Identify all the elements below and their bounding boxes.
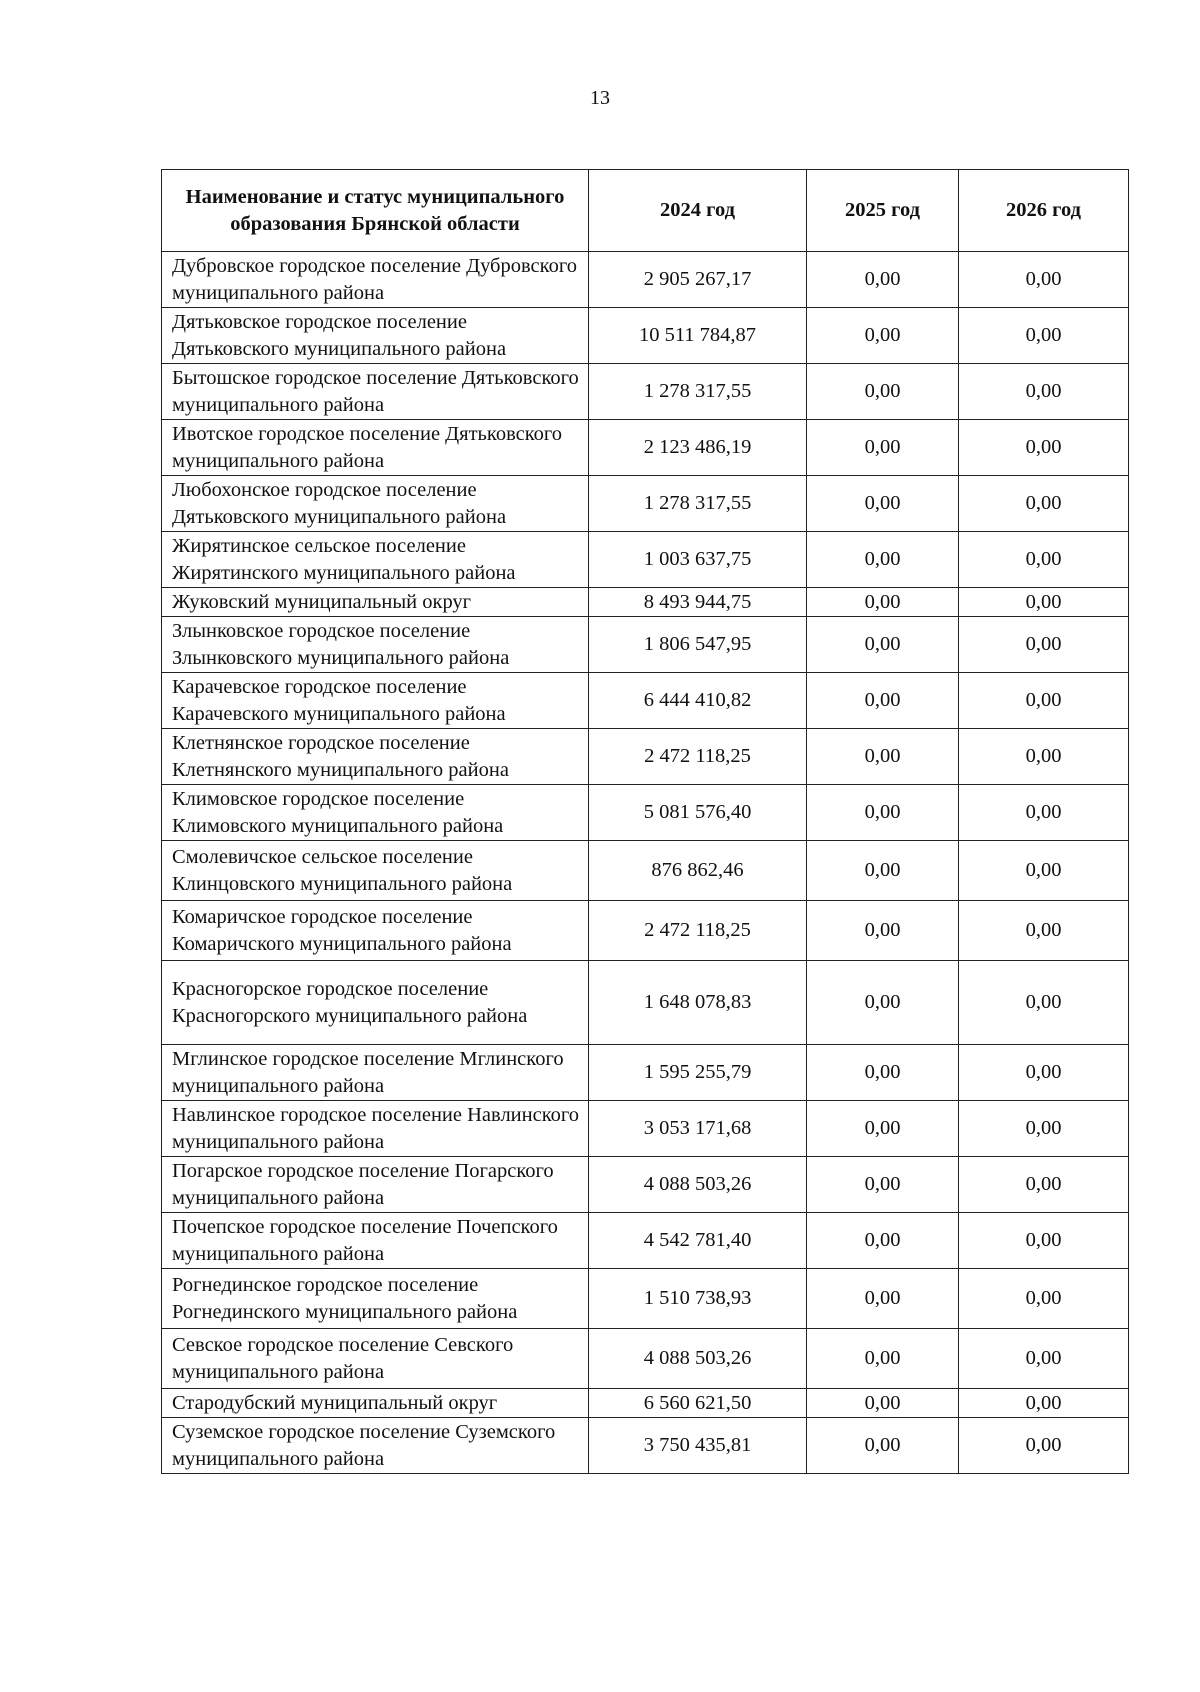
- municipality-name: Красногорское городское поселение Красногорского муниципального района: [162, 961, 589, 1045]
- value-2025: 0,00: [807, 729, 959, 785]
- municipality-name: Комаричское городское поселение Комаричского муниципального района: [162, 901, 589, 961]
- value-2024: 4 088 503,26: [589, 1329, 807, 1389]
- municipality-name: Жирятинское сельское поселение Жирятинского муниципального района: [162, 532, 589, 588]
- value-2024: 6 560 621,50: [589, 1389, 807, 1418]
- value-2026: 0,00: [959, 476, 1129, 532]
- value-2026: 0,00: [959, 532, 1129, 588]
- value-2025: 0,00: [807, 1389, 959, 1418]
- table-row: [162, 252, 1129, 308]
- value-2026: 0,00: [959, 1101, 1129, 1157]
- header-2024: 2024 год: [589, 170, 807, 252]
- transfers-table: [161, 169, 1129, 1474]
- value-2026: 0,00: [959, 588, 1129, 617]
- value-2026: 0,00: [959, 901, 1129, 961]
- municipality-name: Климовское городское поселение Климовского муниципального района: [162, 785, 589, 841]
- value-2026: 0,00: [959, 1157, 1129, 1213]
- municipality-name: Мглинское городское поселение Мглинского муниципального района: [162, 1045, 589, 1101]
- value-2024: 2 123 486,19: [589, 420, 807, 476]
- value-2025: 0,00: [807, 841, 959, 901]
- table-row: [162, 617, 1129, 673]
- value-2026: 0,00: [959, 1045, 1129, 1101]
- municipality-name: Дятьковское городское поселение Дятьковского муниципального района: [162, 308, 589, 364]
- table-row: [162, 588, 1129, 617]
- municipality-name: Бытошское городское поселение Дятьковского муниципального района: [162, 364, 589, 420]
- municipality-name: Стародубский муниципальный округ: [162, 1389, 589, 1418]
- municipality-name: Ивотское городское поселение Дятьковского муниципального района: [162, 420, 589, 476]
- value-2026: 0,00: [959, 1418, 1129, 1474]
- table-row: [162, 364, 1129, 420]
- value-2025: 0,00: [807, 1418, 959, 1474]
- header-2026: 2026 год: [959, 170, 1129, 252]
- table-row: [162, 785, 1129, 841]
- table-row: [162, 961, 1129, 1045]
- value-2025: 0,00: [807, 673, 959, 729]
- value-2024: 1 278 317,55: [589, 364, 807, 420]
- value-2024: 2 472 118,25: [589, 901, 807, 961]
- value-2025: 0,00: [807, 252, 959, 308]
- table-row: [162, 532, 1129, 588]
- municipality-name: Погарское городское поселение Погарского муниципального района: [162, 1157, 589, 1213]
- table-row: [162, 1157, 1129, 1213]
- value-2025: 0,00: [807, 901, 959, 961]
- table-header-row: [162, 170, 1129, 252]
- value-2026: 0,00: [959, 961, 1129, 1045]
- value-2024: 1 510 738,93: [589, 1269, 807, 1329]
- table-row: [162, 420, 1129, 476]
- table-row: [162, 901, 1129, 961]
- table-row: [162, 1329, 1129, 1389]
- value-2024: 876 862,46: [589, 841, 807, 901]
- table-row: [162, 841, 1129, 901]
- value-2026: 0,00: [959, 785, 1129, 841]
- table-row: [162, 673, 1129, 729]
- table-row: [162, 729, 1129, 785]
- municipality-name: Севское городское поселение Севского муниципального района: [162, 1329, 589, 1389]
- value-2026: 0,00: [959, 364, 1129, 420]
- value-2025: 0,00: [807, 1045, 959, 1101]
- value-2026: 0,00: [959, 673, 1129, 729]
- value-2024: 10 511 784,87: [589, 308, 807, 364]
- value-2026: 0,00: [959, 617, 1129, 673]
- value-2024: 2 905 267,17: [589, 252, 807, 308]
- municipality-name: Суземское городское поселение Суземского муниципального района: [162, 1418, 589, 1474]
- value-2024: 1 806 547,95: [589, 617, 807, 673]
- value-2025: 0,00: [807, 476, 959, 532]
- value-2026: 0,00: [959, 1269, 1129, 1329]
- value-2025: 0,00: [807, 961, 959, 1045]
- municipality-name: Злынковское городское поселение Злынковского муниципального района: [162, 617, 589, 673]
- municipality-name: Почепское городское поселение Почепского муниципального района: [162, 1213, 589, 1269]
- value-2025: 0,00: [807, 1213, 959, 1269]
- header-municipality: Наименование и статус муниципального образования Брянской области: [162, 170, 589, 252]
- value-2024: 6 444 410,82: [589, 673, 807, 729]
- page-number: 13: [590, 87, 610, 109]
- value-2024: 1 278 317,55: [589, 476, 807, 532]
- table-row: [162, 308, 1129, 364]
- municipality-name: Рогнединское городское поселение Рогнединского муниципального района: [162, 1269, 589, 1329]
- value-2025: 0,00: [807, 1101, 959, 1157]
- value-2025: 0,00: [807, 420, 959, 476]
- value-2025: 0,00: [807, 308, 959, 364]
- table-row: [162, 1389, 1129, 1418]
- table-row: [162, 476, 1129, 532]
- table-row: [162, 1213, 1129, 1269]
- value-2025: 0,00: [807, 785, 959, 841]
- municipality-name: Дубровское городское поселение Дубровского муниципального района: [162, 252, 589, 308]
- value-2025: 0,00: [807, 1157, 959, 1213]
- table-row: [162, 1269, 1129, 1329]
- value-2026: 0,00: [959, 252, 1129, 308]
- value-2025: 0,00: [807, 532, 959, 588]
- municipality-name: Любохонское городское поселение Дятьковского муниципального района: [162, 476, 589, 532]
- header-2025: 2025 год: [807, 170, 959, 252]
- value-2026: 0,00: [959, 729, 1129, 785]
- municipality-name: Жуковский муниципальный округ: [162, 588, 589, 617]
- municipality-name: Карачевское городское поселение Карачевского муниципального района: [162, 673, 589, 729]
- value-2026: 0,00: [959, 1389, 1129, 1418]
- value-2024: 3 750 435,81: [589, 1418, 807, 1474]
- value-2024: 8 493 944,75: [589, 588, 807, 617]
- value-2026: 0,00: [959, 841, 1129, 901]
- value-2024: 3 053 171,68: [589, 1101, 807, 1157]
- municipality-name: Клетнянское городское поселение Клетнянского муниципального района: [162, 729, 589, 785]
- value-2025: 0,00: [807, 1269, 959, 1329]
- value-2024: 4 542 781,40: [589, 1213, 807, 1269]
- value-2025: 0,00: [807, 617, 959, 673]
- value-2024: 2 472 118,25: [589, 729, 807, 785]
- municipality-name: Смолевичское сельское поселение Клинцовского муниципального района: [162, 841, 589, 901]
- table-row: [162, 1418, 1129, 1474]
- table-row: [162, 1045, 1129, 1101]
- value-2025: 0,00: [807, 364, 959, 420]
- value-2025: 0,00: [807, 1329, 959, 1389]
- value-2024: 1 595 255,79: [589, 1045, 807, 1101]
- municipality-name: Навлинское городское поселение Навлинского муниципального района: [162, 1101, 589, 1157]
- value-2024: 4 088 503,26: [589, 1157, 807, 1213]
- value-2025: 0,00: [807, 588, 959, 617]
- value-2026: 0,00: [959, 308, 1129, 364]
- value-2024: 1 648 078,83: [589, 961, 807, 1045]
- table-row: [162, 1101, 1129, 1157]
- value-2026: 0,00: [959, 420, 1129, 476]
- value-2026: 0,00: [959, 1213, 1129, 1269]
- value-2024: 5 081 576,40: [589, 785, 807, 841]
- value-2026: 0,00: [959, 1329, 1129, 1389]
- value-2024: 1 003 637,75: [589, 532, 807, 588]
